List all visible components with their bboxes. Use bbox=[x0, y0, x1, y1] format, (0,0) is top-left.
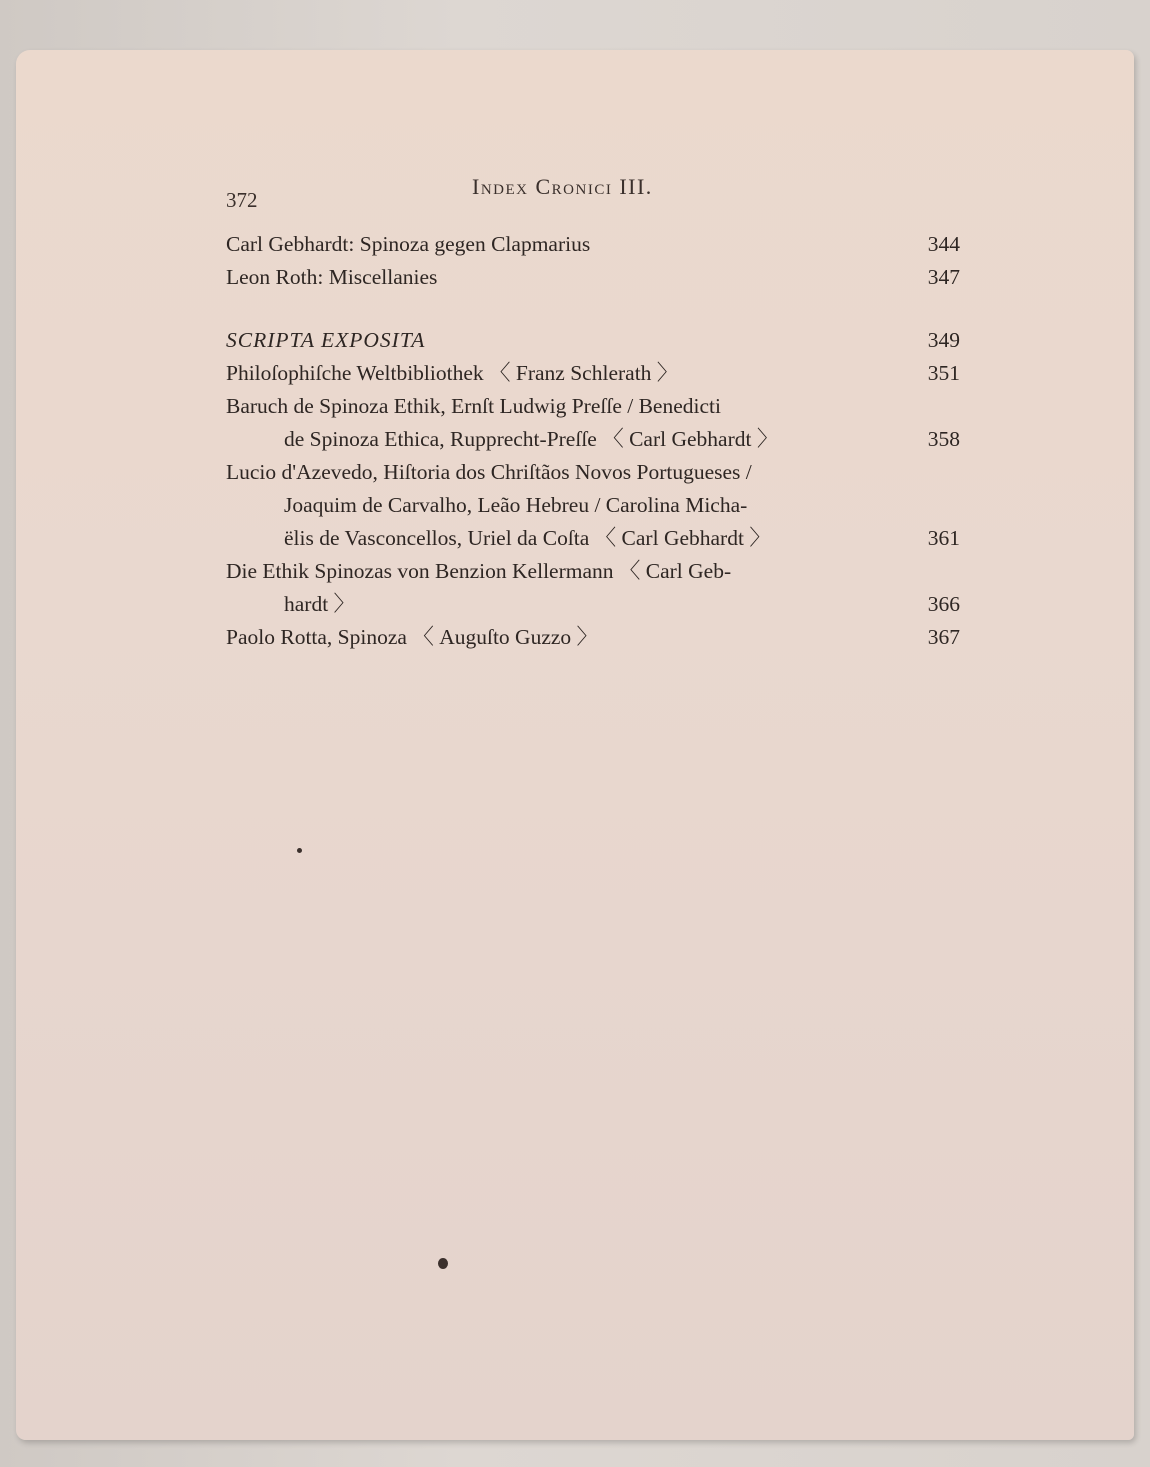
entry-page: 347 bbox=[927, 265, 960, 289]
entry-text-continued: hardt 〉 bbox=[284, 592, 356, 616]
toc-entry bbox=[226, 390, 960, 456]
entry-page: 361 bbox=[927, 526, 960, 550]
entry-text: Lucio d'Azevedo, Hiſtoria dos Chriſtãos Novos Portugueses / bbox=[226, 460, 752, 484]
entry-text: Carl Gebhardt: Spinoza gegen Clapmarius bbox=[226, 232, 591, 256]
toc-entry bbox=[226, 456, 960, 555]
page-header bbox=[226, 170, 956, 210]
table-of-contents bbox=[226, 228, 960, 654]
entry-page: 344 bbox=[927, 232, 960, 256]
running-title: Index Cronici III. bbox=[472, 174, 653, 199]
entry-page: 366 bbox=[927, 592, 960, 616]
entry-text: Leon Roth: Miscellanies bbox=[226, 265, 438, 289]
section-heading bbox=[226, 324, 960, 357]
entry-text: Paolo Rotta, Spinoza 〈 Auguſto Guzzo 〉 bbox=[226, 625, 599, 649]
page-number: 372 bbox=[226, 188, 258, 212]
section-page: 349 bbox=[927, 328, 960, 352]
toc-entry bbox=[226, 555, 960, 621]
toc-entry bbox=[226, 228, 960, 261]
section-title: SCRIPTA EXPOSITA bbox=[226, 328, 426, 352]
entry-page: 367 bbox=[927, 625, 960, 649]
entry-text: Baruch de Spinoza Ethik, Ernſt Ludwig Preſſe / Benedicti bbox=[226, 394, 721, 418]
entry-text: Die Ethik Spinozas von Benzion Kellermann 〈 Carl Geb- bbox=[226, 559, 732, 583]
toc-entry bbox=[226, 357, 960, 390]
ink-speck bbox=[438, 1258, 448, 1269]
entry-page: 358 bbox=[927, 427, 960, 451]
entry-text-continued: Joaquim de Carvalho, Leão Hebreu / Carolina Micha- bbox=[284, 493, 748, 517]
toc-entry bbox=[226, 261, 960, 294]
toc-entry bbox=[226, 621, 960, 654]
entry-text-continued: de Spinoza Ethica, Rupprecht-Preſſe 〈 Carl Gebhardt 〉 bbox=[284, 427, 779, 451]
ink-speck bbox=[297, 848, 302, 853]
entry-page: 351 bbox=[927, 361, 960, 385]
entry-text: Philoſophiſche Weltbibliothek 〈 Franz Schlerath 〉 bbox=[226, 361, 679, 385]
entry-text-continued: ëlis de Vasconcellos, Uriel da Coſta 〈 Carl Gebhardt 〉 bbox=[284, 526, 771, 550]
